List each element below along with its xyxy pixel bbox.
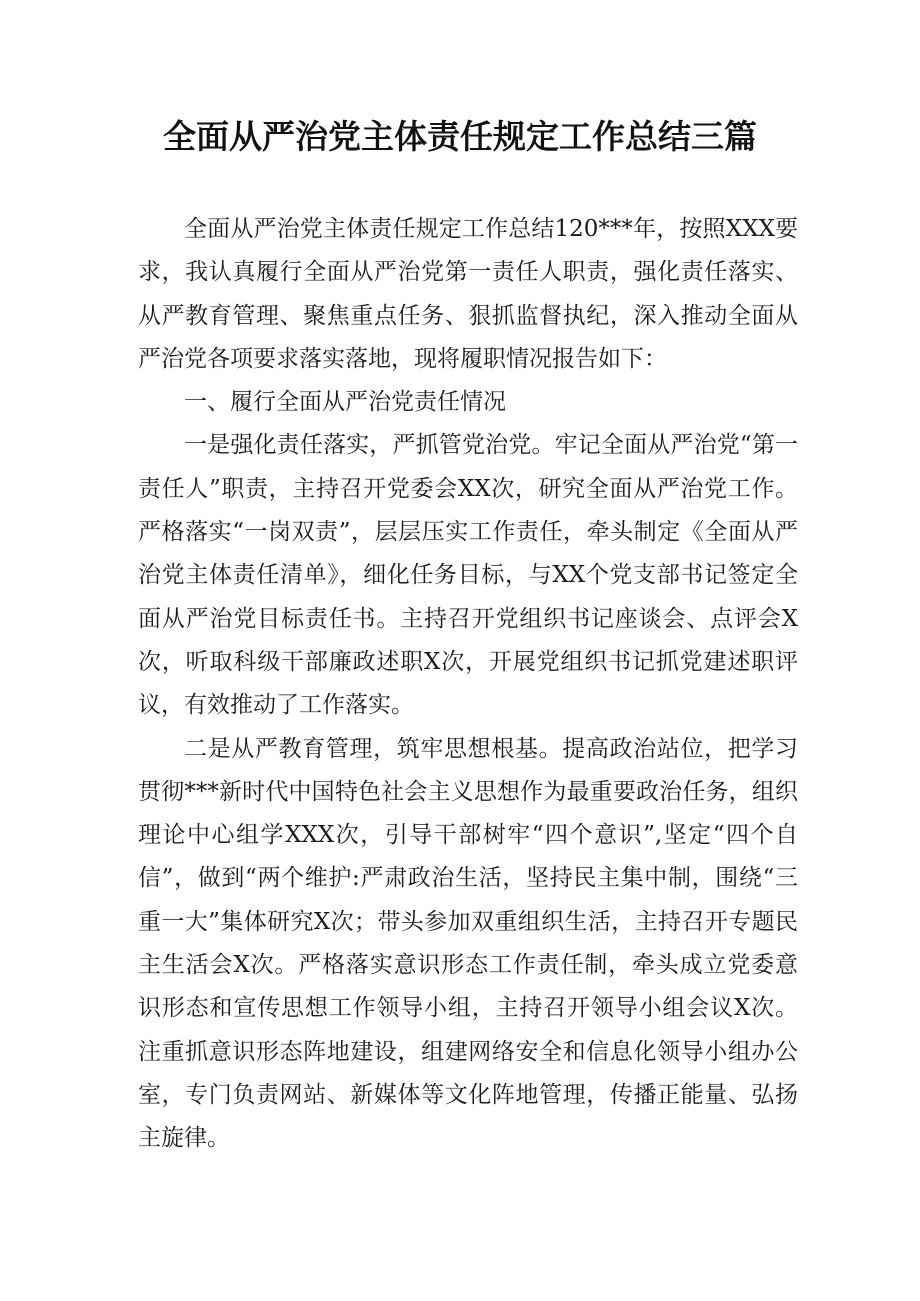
- section-heading: 一、履行全面从严治党责任情况: [184, 389, 506, 416]
- paragraph-responsibility: 一是强化责任落实，严抓管党治党。牢记全面从严治党“第一责任人”职责，主持召开党委会XX次，研究全面从严治党工作。严格落实“一岗双责”，层层压实工作责任，牵头制定《全面从严治党主体责任清单》，细化任务目标，与XX个党支部书记签定全面从严治党目标责任书。主持召开党组织书记座谈会、点评会X次，听取科级干部廉政述职X次，开展党组织书记抓党建述职评议，有效推动了工作落实。: [138, 432, 798, 719]
- document-title: 全面从严治党主体责任规定工作总结三篇: [163, 117, 757, 156]
- paragraph-intro: 全面从严治党主体责任规定工作总结120***年，按照XXX要求，我认真履行全面从严治党第一责任人职责，强化责任落实、从严教育管理、聚焦重点任务、狠抓监督执纪，深入推动全面从严治党各项要求落实落地，现将履职情况报告如下：: [138, 216, 798, 372]
- paragraph-education: 二是从严教育管理，筑牢思想根基。提高政治站位，把学习贯彻***新时代中国特色社会主义思想作为最重要政治任务，组织理论中心组学XXX次，引导干部树牢“四个意识”,坚定“四个自信”，做到“两个维护:严肃政治生活，坚持民主集中制，围绕“三重一大”集体研究X次；带头参加双重组织生活，主持召开专题民主生活会X次。严格落实意识形态工作责任制，牵头成立党委意识形态和宣传思想工作领导小组，主持召开领导小组会议X次。注重抓意识形态阵地建设，组建网络安全和信息化领导小组办公室，专门负责网站、新媒体等文化阵地管理，传播正能量、弘扬主旋律。: [138, 735, 798, 1152]
- document-body: [138, 208, 798, 1161]
